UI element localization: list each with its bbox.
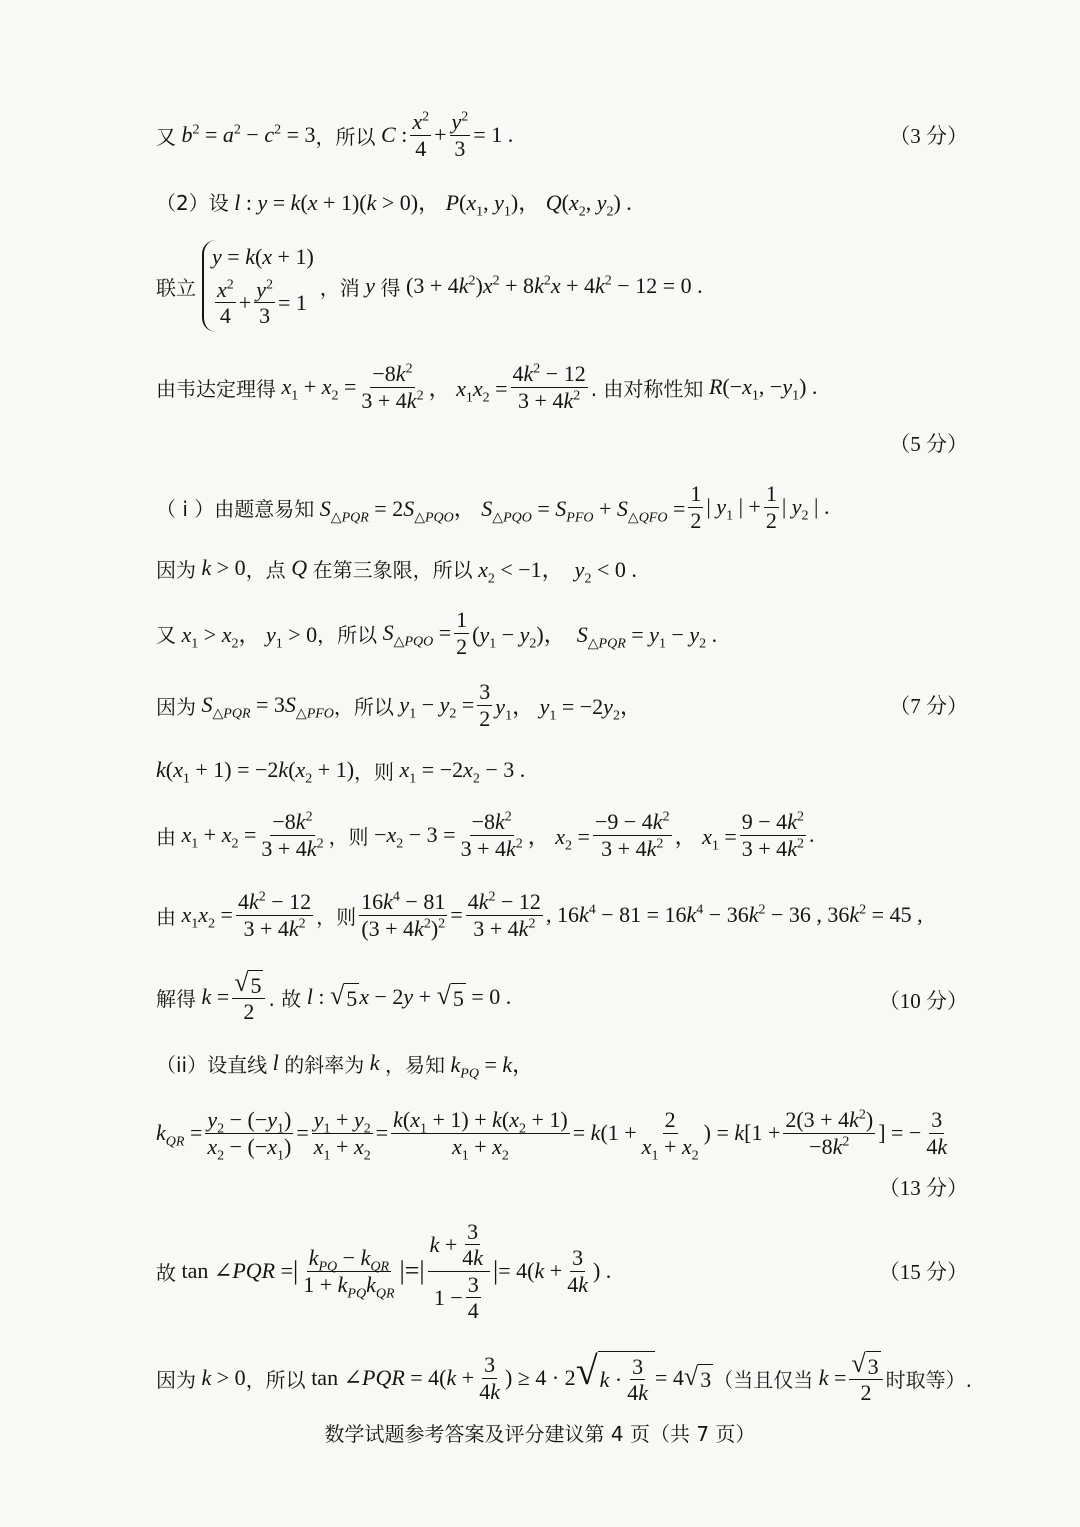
line-kqr: $k_{QR}$ = $\frac{y_2 - (-y_1)}{x_2 - (-x_1)}$ = $\frac{y_1 + y_2}{x_1 + x_2}$ = $\frac{k(x_1 + 1) + k(x_2 + 1)}{x_1 + x_2}$ = k(1 + $\frac{2}{x_1 + x_2}$ ) = k[1 + $\frac{2(3 + 4k^2)}{-8k^2}$ ] = − $\frac{3}{4k}$: [156, 1107, 948, 1163]
line-area-pqo: 又 $x_1 > x_2$， $y_1 > 0$ ，所以 $S_{\triangle PQO}$ = $\frac{1}{2}$ $(y_1 - y_2)$， $S_{\triangle PQR} = y_1 - y_2$ .: [156, 607, 718, 659]
line-x-relation: $k(x_1 + 1) = -2k(x_2 + 1)$ ，则 $x_1 = -2x_2 - 3$ .: [156, 757, 526, 787]
score-3: （3 分）: [889, 124, 968, 148]
score-10: （10 分）: [878, 989, 968, 1013]
line-tan: 故 tan ∠PQR = | $\frac{k_{PQ} - k_{QR}}{1 + k_{PQ}k_{QR}}$ |=| k + $\frac{3}{4k}$ 1 − $\frac{3}{4}$ | = 4(k + $\frac{3}{4k}$ ) .: [156, 1218, 612, 1323]
line-ellipse-eq: 又 $b^2 = a^2 - c^2 = 3$ ，所以 C : $\frac{x^2}{4}$ + $\frac{y^2}{3}$ = 1 .: [156, 109, 514, 161]
line-product: 由 $x_1x_2$ = $\frac{4k^2 - 12}{3 + 4k^2}$ ，则 $\frac{16k^4 - 81}{(3 + 4k^2)^2}$ = $\frac{4k^2 - 12}{3 + 4k^2}$ , $16k^4 - 81 = 16k^4 - 36k^2 - 36$ , $36k^2 = 45$ ,: [156, 889, 923, 941]
line-area-ratio: 因为 $S_{\triangle PQR} = 3S_{\triangle PFO}$ ，所以 $y_1 - y_2$ = $\frac{3}{2}$ $y_1$， $y_1 = -2y_2$，: [156, 679, 642, 731]
line-vieta: 由韦达定理得 $x_1 + x_2$ = $\frac{-8k^2}{3 + 4k^2}$ ， $x_1x_2$ = $\frac{4k^2 - 12}{3 + 4k^2}$ . 由对称性知 $R(-x_1$, $-y_1$) .: [156, 361, 818, 413]
page-footer: 数学试题参考答案及评分建议第 4 页（共 7 页）: [324, 1422, 756, 1446]
line-quadrant: 因为 k > 0 ，点 Q 在第三象限，所以 $x_2 < -1$， $y_2 < 0$ .: [156, 555, 637, 586]
line-solve-k: 解得 k = √ 5 2 . 故 l : √ 5 x − 2y + √ 5 = 0 .: [156, 967, 512, 1024]
score-13: （13 分）: [878, 1176, 968, 1200]
line-part-ii: （ii）设直线 l 的斜率为 k ，易知 $k_{PQ} = k$，: [156, 1050, 535, 1081]
score-5: （5 分）: [889, 432, 968, 456]
line-system: 联立 y = k(x + 1) $\frac{x^2}{4}$ + $\frac{y^2}{3}$ = 1 ，消 y 得 $(3 + 4k^2)x^2 + 8k^2x + 4k^2 - 12 = 0$ .: [156, 236, 980, 336]
line-part2: （2）设 l : y = k(x + 1)(k > 0)， $P(x_1$, $y_1$)， $Q(x_2$, $y_2$) .: [156, 189, 632, 219]
line-part-i: （ i ）由题意易知 $S_{\triangle PQR} = 2S_{\triangle PQO}$， $S_{\triangle PQO} = S_{PFO} + S_{\triangle QFO}$ = $\frac{1}{2}$ | $y_1$ | + $\frac{1}{2}$ | $y_2$ | .: [156, 481, 830, 533]
score-7: （7 分）: [889, 694, 968, 718]
line-inequality: 因为 k > 0 ，所以 tan ∠PQR = 4(k + $\frac{3}{4k}$ ) ≥ 4 · 2 √ k · $\frac{3}{4k}$ = 4 √ 3 （当且仅当 k = √ 3 2 时取等）.: [156, 1347, 973, 1405]
line-solve-x: 由 $x_1 + x_2$ = $\frac{-8k^2}{3 + 4k^2}$ ，则 $-x_2 - 3$ = $\frac{-8k^2}{3 + 4k^2}$ ， $x_2$ = $\frac{-9 - 4k^2}{3 + 4k^2}$ ， $x_1$ = $\frac{9 - 4k^2}{3 + 4k^2}$ .: [156, 809, 815, 861]
score-15: （15 分）: [878, 1260, 968, 1284]
